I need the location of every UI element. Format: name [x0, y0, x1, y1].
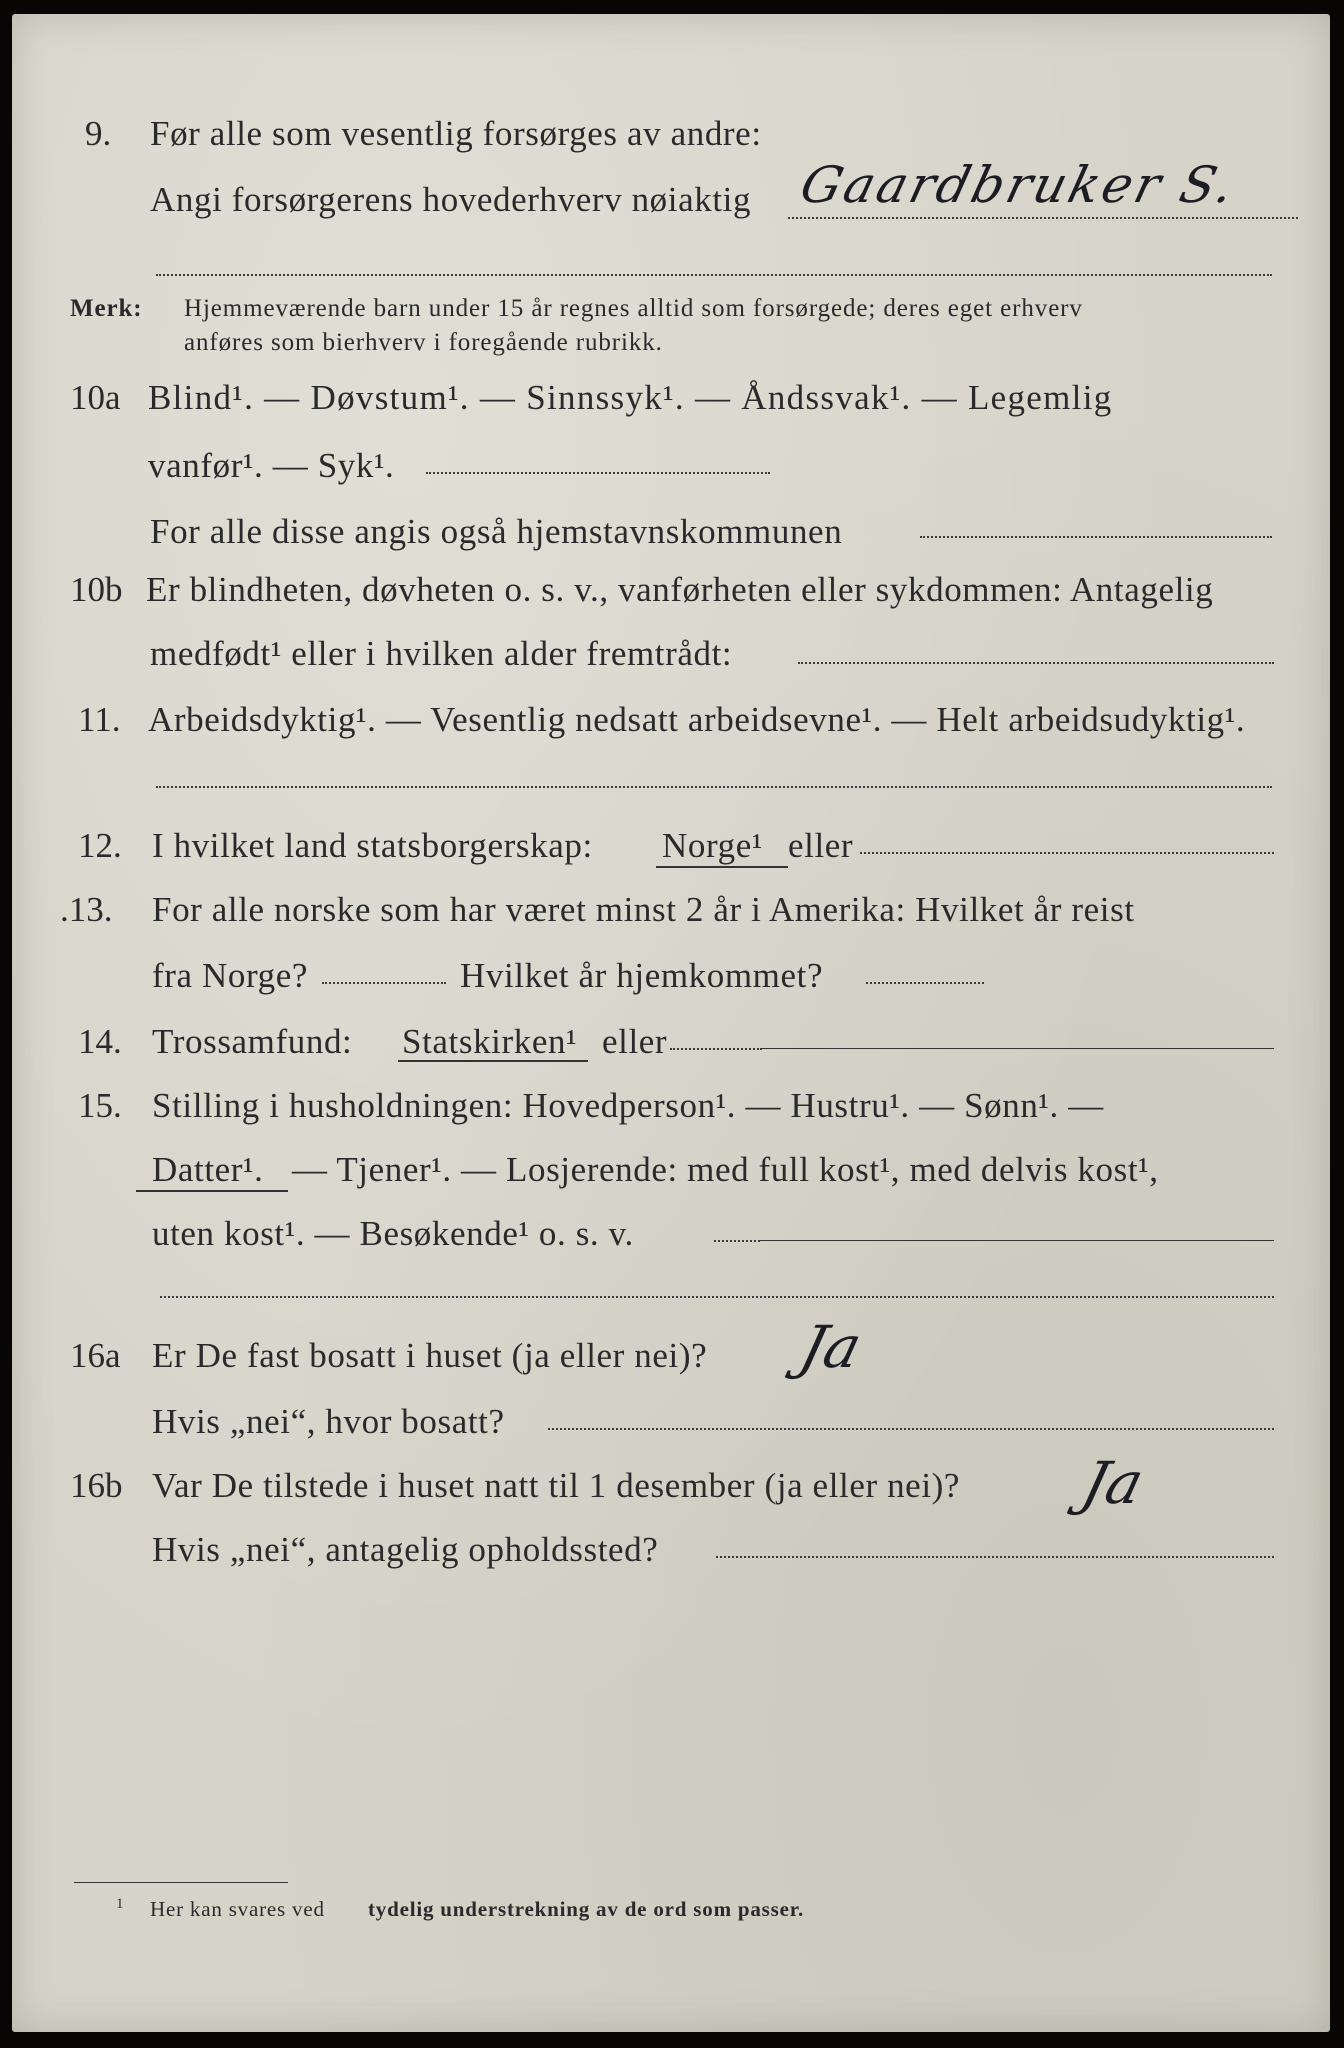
- q15-line2: — Tjener¹. — Losjerende: med full kost¹, med delvis kost¹,: [292, 1150, 1159, 1189]
- q10a-number: 10a: [70, 378, 121, 417]
- q13-hjemkommet-line: [866, 982, 984, 984]
- q10a-hjemstavn-line: [920, 536, 1272, 538]
- footnote-text-plain: Her kan svares ved: [150, 1897, 325, 1921]
- q12-other-line: [860, 852, 1274, 854]
- q16b-line1: Var De tilstede i huset natt til 1 desember (ja eller nei)?: [152, 1466, 961, 1505]
- q16b-handwritten-answer: Ja: [1075, 1449, 1151, 1517]
- q16b-number: 16b: [70, 1466, 123, 1505]
- q10a-syk-line: [426, 472, 770, 474]
- q15-line3: uten kost¹. — Besøkende¹ o. s. v.: [152, 1214, 634, 1253]
- q10b-number: 10b: [70, 570, 123, 609]
- q16a-line1: Er De fast bosatt i huset (ja eller nei)?: [152, 1336, 708, 1375]
- q16b-opholdssted-line: [716, 1556, 1274, 1558]
- q12-eller: eller: [788, 826, 854, 865]
- q12-number: 12.: [78, 826, 122, 865]
- q15-other-line: [714, 1240, 760, 1242]
- merk-label: Merk:: [70, 295, 143, 322]
- q15-datter: Datter¹.: [152, 1150, 264, 1189]
- q9-answer-line: [788, 217, 1298, 219]
- q10a-line3: For alle disse angis også hjemstavnskommunen: [150, 512, 843, 551]
- q9-line2: Angi forsørgerens hovederhverv nøiaktig: [150, 180, 752, 219]
- q10b-alder-line: [798, 662, 1274, 664]
- footnote-mark: 1: [116, 1896, 125, 1912]
- q16a-line2: Hvis „nei“, hvor bosatt?: [152, 1402, 505, 1441]
- q10b-line2: medfødt¹ eller i hvilken alder fremtrådt:: [150, 634, 733, 673]
- footnote-text-bold: tydelig understrekning av de ord som passer.: [368, 1897, 804, 1921]
- q14-other-line-extension: [762, 1048, 1274, 1049]
- census-form-page: [12, 14, 1330, 2032]
- q16a-number: 16a: [70, 1336, 121, 1375]
- q12-norge-underline: [656, 866, 788, 868]
- q15-other-line-extension: [760, 1240, 1274, 1241]
- q11-line1: Arbeidsdyktig¹. — Vesentlig nedsatt arbeidsevne¹. — Helt arbeidsudyktig¹.: [148, 700, 1246, 739]
- q14-eller: eller: [602, 1022, 668, 1061]
- q9-line1: Før alle som vesentlig forsørges av andre:: [150, 114, 762, 153]
- q13-reist-line: [322, 982, 446, 984]
- q14-label: Trossamfund:: [152, 1022, 353, 1061]
- q13-number: .13.: [60, 890, 113, 929]
- footnote-separator: [74, 1882, 288, 1883]
- q11-extra-line: [156, 786, 1272, 788]
- q10b-line1: Er blindheten, døvheten o. s. v., vanførheten eller sykdommen: Antagelig: [146, 570, 1214, 609]
- q15-extra-line: [160, 1296, 1274, 1298]
- q16b-line2: Hvis „nei“, antagelig opholdssted?: [152, 1530, 659, 1569]
- q14-other-line: [670, 1048, 762, 1050]
- q10a-line2: vanfør¹. — Syk¹.: [148, 446, 395, 485]
- q10a-line1: Blind¹. — Døvstum¹. — Sinnssyk¹. — Åndssvak¹. — Legemlig: [148, 378, 1113, 417]
- q15-line1: Stilling i husholdningen: Hovedperson¹. — Hustru¹. — Sønn¹. —: [152, 1086, 1104, 1125]
- q12-line1: I hvilket land statsborgerskap:: [152, 826, 593, 865]
- q13-hjemkommet: Hvilket år hjemkommet?: [460, 956, 824, 995]
- q15-number: 15.: [78, 1086, 122, 1125]
- q9-extra-line: [156, 274, 1272, 276]
- q13-line1: For alle norske som har været minst 2 år i Amerika: Hvilket år reist: [152, 890, 1135, 929]
- q9-handwritten-answer: Gaardbruker S.: [794, 156, 1243, 214]
- q9-number: 9.: [85, 114, 112, 153]
- q14-statskirken-underline: [398, 1060, 588, 1062]
- merk-line1: Hjemmeværende barn under 15 år regnes alltid som forsørgede; deres eget erhverv: [184, 295, 1083, 322]
- q16a-handwritten-answer: Ja: [793, 1313, 869, 1381]
- merk-line2: anføres som bierhverv i foregående rubrikk.: [184, 329, 663, 356]
- q11-number: 11.: [78, 700, 121, 739]
- q15-datter-underline: [136, 1190, 288, 1192]
- q14-statskirken: Statskirken¹: [402, 1022, 578, 1061]
- q14-number: 14.: [78, 1022, 122, 1061]
- q12-norge: Norge¹: [662, 826, 763, 865]
- q13-reist: fra Norge?: [152, 956, 308, 995]
- q16a-bosatt-line: [548, 1428, 1274, 1430]
